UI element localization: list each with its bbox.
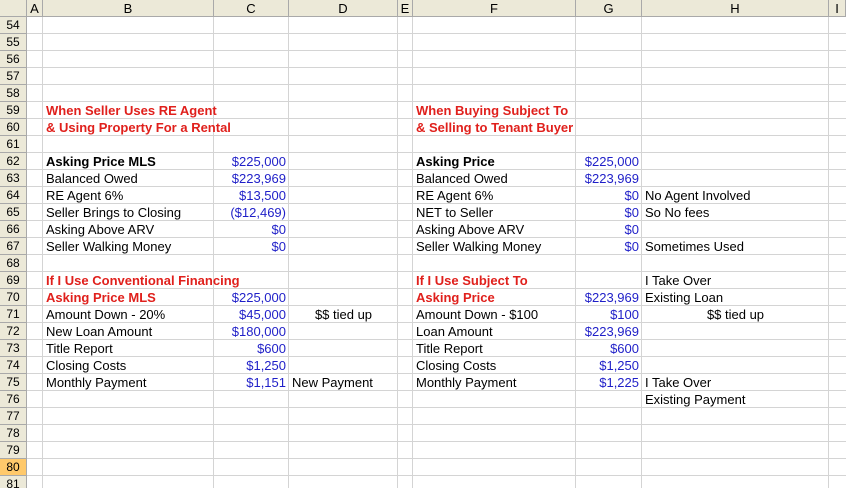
- left-label-cell[interactable]: RE Agent 6%: [46, 188, 124, 203]
- column-header-h[interactable]: H: [642, 0, 829, 17]
- row-header-69[interactable]: 69: [0, 272, 27, 289]
- row-header-71[interactable]: 71: [0, 306, 27, 323]
- left-value-cell[interactable]: $0: [271, 239, 286, 254]
- right-value-cell[interactable]: $0: [624, 188, 639, 203]
- right-label-cell[interactable]: Asking Price: [416, 154, 495, 169]
- right-label-cell[interactable]: Title Report: [416, 341, 483, 356]
- row-header-73[interactable]: 73: [0, 340, 27, 357]
- left-note-cell[interactable]: New Payment: [292, 375, 373, 390]
- right-note-cell[interactable]: Existing Payment: [645, 392, 746, 407]
- left-value-cell[interactable]: $600: [257, 341, 286, 356]
- right-value-cell[interactable]: $225,000: [584, 154, 639, 169]
- left-label-cell[interactable]: Amount Down - 20%: [46, 307, 166, 322]
- right-value-cell[interactable]: $223,969: [584, 171, 639, 186]
- left-label-cell[interactable]: Asking Above ARV: [46, 222, 155, 237]
- left-label-cell[interactable]: Seller Brings to Closing: [46, 205, 182, 220]
- row-gridline: [27, 67, 846, 68]
- right-heading-cell[interactable]: When Buying Subject To: [416, 103, 569, 118]
- column-gridline: [397, 17, 398, 488]
- left-label-cell[interactable]: Monthly Payment: [46, 375, 147, 390]
- left-label-cell[interactable]: Closing Costs: [46, 358, 127, 373]
- left-value-cell[interactable]: $225,000: [231, 290, 286, 305]
- row-header-54[interactable]: 54: [0, 17, 27, 34]
- row-header-55[interactable]: 55: [0, 34, 27, 51]
- right-label-cell[interactable]: Closing Costs: [416, 358, 497, 373]
- row-header-78[interactable]: 78: [0, 425, 27, 442]
- row-header-70[interactable]: 70: [0, 289, 27, 306]
- right-heading-cell[interactable]: & Selling to Tenant Buyer: [416, 120, 574, 135]
- row-header-57[interactable]: 57: [0, 68, 27, 85]
- right-value-cell[interactable]: $0: [624, 239, 639, 254]
- row-header-77[interactable]: 77: [0, 408, 27, 425]
- right-heading-cell[interactable]: If I Use Subject To: [416, 273, 528, 288]
- row-header-81[interactable]: 81: [0, 476, 27, 488]
- row-header-67[interactable]: 67: [0, 238, 27, 255]
- row-header-60[interactable]: 60: [0, 119, 27, 136]
- row-header-75[interactable]: 75: [0, 374, 27, 391]
- column-header-e[interactable]: E: [398, 0, 413, 17]
- row-header-61[interactable]: 61: [0, 136, 27, 153]
- right-note-cell[interactable]: I Take Over: [645, 273, 712, 288]
- right-note-cell[interactable]: Existing Loan: [645, 290, 724, 305]
- right-note-cell[interactable]: I Take Over: [645, 375, 712, 390]
- left-label-cell[interactable]: Asking Price MLS: [46, 154, 156, 169]
- column-header-i[interactable]: I: [829, 0, 846, 17]
- row-header-65[interactable]: 65: [0, 204, 27, 221]
- row-gridline: [27, 441, 846, 442]
- left-label-cell[interactable]: Balanced Owed: [46, 171, 138, 186]
- right-label-cell[interactable]: Monthly Payment: [416, 375, 517, 390]
- row-gridline: [27, 475, 846, 476]
- column-header-g[interactable]: G: [576, 0, 642, 17]
- row-header-62[interactable]: 62: [0, 153, 27, 170]
- column-header-b[interactable]: B: [43, 0, 214, 17]
- right-value-cell[interactable]: $1,250: [599, 358, 639, 373]
- select-all-corner[interactable]: [0, 0, 27, 17]
- row-gridline: [27, 458, 846, 459]
- left-heading-cell[interactable]: If I Use Conventional Financing: [46, 273, 240, 288]
- right-value-cell[interactable]: $223,969: [584, 324, 639, 339]
- right-note-cell[interactable]: No Agent Involved: [645, 188, 751, 203]
- row-header-72[interactable]: 72: [0, 323, 27, 340]
- row-header-80[interactable]: 80: [0, 459, 27, 476]
- left-label-cell[interactable]: Seller Walking Money: [46, 239, 172, 254]
- right-value-cell[interactable]: $100: [610, 307, 639, 322]
- row-gridline: [27, 33, 846, 34]
- right-value-cell[interactable]: $600: [610, 341, 639, 356]
- left-value-cell[interactable]: $13,500: [239, 188, 286, 203]
- left-value-cell[interactable]: $225,000: [231, 154, 286, 169]
- left-note-cell[interactable]: $$ tied up: [314, 307, 373, 322]
- right-note-cell[interactable]: So No fees: [645, 205, 710, 220]
- left-value-cell[interactable]: $1,250: [246, 358, 286, 373]
- row-header-66[interactable]: 66: [0, 221, 27, 238]
- column-header-a[interactable]: A: [27, 0, 43, 17]
- row-gridline: [27, 50, 846, 51]
- right-label-cell[interactable]: Balanced Owed: [416, 171, 508, 186]
- right-label-cell[interactable]: NET to Seller: [416, 205, 494, 220]
- row-header-76[interactable]: 76: [0, 391, 27, 408]
- row-gridline: [27, 424, 846, 425]
- left-label-cell[interactable]: New Loan Amount: [46, 324, 153, 339]
- row-header-68[interactable]: 68: [0, 255, 27, 272]
- right-label-cell[interactable]: RE Agent 6%: [416, 188, 494, 203]
- row-gridline: [27, 84, 846, 85]
- row-header-74[interactable]: 74: [0, 357, 27, 374]
- right-label-cell[interactable]: Seller Walking Money: [416, 239, 542, 254]
- right-label-cell[interactable]: Amount Down - $100: [416, 307, 539, 322]
- left-value-cell[interactable]: $1,151: [246, 375, 286, 390]
- left-heading-cell[interactable]: When Seller Uses RE Agent: [46, 103, 217, 118]
- left-value-cell[interactable]: $223,969: [231, 171, 286, 186]
- left-value-cell[interactable]: ($12,469): [230, 205, 286, 220]
- right-value-cell[interactable]: $0: [624, 222, 639, 237]
- right-note-cell[interactable]: Sometimes Used: [645, 239, 744, 254]
- left-label-cell[interactable]: Title Report: [46, 341, 113, 356]
- right-label-cell[interactable]: Loan Amount: [416, 324, 493, 339]
- left-value-cell[interactable]: $45,000: [239, 307, 286, 322]
- column-header-c[interactable]: C: [214, 0, 289, 17]
- row-header-56[interactable]: 56: [0, 51, 27, 68]
- right-value-cell[interactable]: $1,225: [599, 375, 639, 390]
- left-value-cell[interactable]: $0: [271, 222, 286, 237]
- right-value-cell[interactable]: $223,969: [584, 290, 639, 305]
- right-label-cell[interactable]: Asking Above ARV: [416, 222, 525, 237]
- row-header-58[interactable]: 58: [0, 85, 27, 102]
- left-value-cell[interactable]: $180,000: [231, 324, 286, 339]
- right-label-cell[interactable]: Asking Price: [416, 290, 495, 305]
- column-header-d[interactable]: D: [289, 0, 398, 17]
- row-header-64[interactable]: 64: [0, 187, 27, 204]
- left-label-cell[interactable]: Asking Price MLS: [46, 290, 156, 305]
- row-header-79[interactable]: 79: [0, 442, 27, 459]
- left-heading-cell[interactable]: & Using Property For a Rental: [46, 120, 231, 135]
- row-header-59[interactable]: 59: [0, 102, 27, 119]
- right-note-cell[interactable]: $$ tied up: [706, 307, 765, 322]
- column-header-f[interactable]: F: [413, 0, 576, 17]
- row-header-63[interactable]: 63: [0, 170, 27, 187]
- right-value-cell[interactable]: $0: [624, 205, 639, 220]
